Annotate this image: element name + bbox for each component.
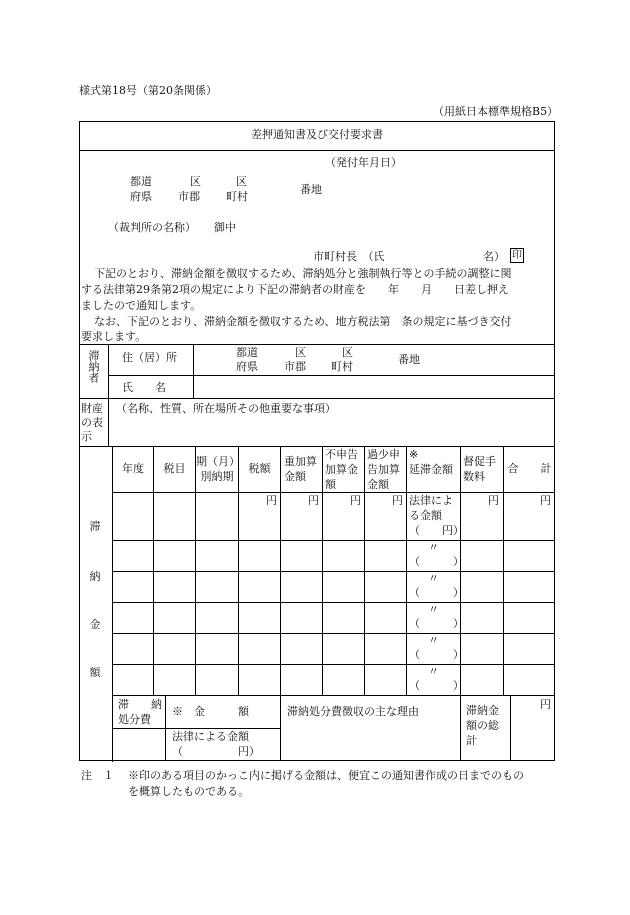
paren-blank: （ ） — [409, 648, 464, 661]
col-goukei: 合 計 — [507, 462, 552, 475]
mayor-label: 市町村長 （氏 — [313, 250, 385, 263]
total-label-1: 滞納金 — [466, 704, 499, 717]
col-entaikin: 延滞金額 — [409, 463, 453, 476]
addr-banchi: 番地 — [300, 183, 322, 196]
ditto-mark: 〃 — [428, 665, 439, 678]
divider — [460, 695, 461, 761]
divider — [112, 571, 555, 572]
arrears-label-4: 額 — [89, 666, 101, 679]
paren-blank: （ ） — [409, 555, 464, 568]
col-jukasan: 重加算 — [284, 455, 317, 468]
yen-goukei: 円 — [540, 494, 551, 507]
col-fushinkoku2: 加算金 — [325, 463, 358, 476]
addr-shigun: 市郡 — [178, 190, 200, 203]
col-zeigaku: 税額 — [248, 462, 271, 475]
col-kome: ※ — [409, 448, 419, 461]
collection-reason: 滞納処分費徴収の主な理由 — [287, 705, 419, 718]
col-jukasan2: 金額 — [284, 470, 306, 483]
divider — [79, 150, 555, 151]
divider — [112, 695, 555, 696]
divider — [108, 375, 555, 376]
taino-sha-label: 滞納者 — [87, 350, 100, 383]
col-tokusoku: 督促手 — [463, 455, 496, 468]
ditto-mark: 〃 — [428, 572, 439, 585]
addr-todo: 都道 — [130, 175, 152, 188]
yen-fushinkoku: 円 — [350, 494, 361, 507]
addr2-ku2: 区 — [342, 346, 353, 359]
property-note: （名称、性質、所在場所その他重要な事項） — [116, 402, 336, 415]
divider — [510, 695, 511, 761]
divider — [112, 540, 555, 541]
paren-blank: （ ） — [409, 617, 464, 630]
shobunhi-label-1: 滞 納 — [118, 698, 162, 711]
addr2-banchi: 番地 — [398, 353, 420, 366]
notice-form — [79, 121, 555, 761]
paper-size: （用紙日本標準規格B5） — [433, 105, 559, 118]
address-label: 住（居）所 — [122, 351, 177, 364]
divider — [79, 398, 555, 399]
addr2-fuken: 府県 — [236, 360, 258, 373]
col-kigetsu: 期（月） — [196, 455, 240, 468]
addr-fuken: 府県 — [130, 190, 152, 203]
col-kasho: 過少申 — [367, 448, 400, 461]
ditto-mark: 〃 — [428, 603, 439, 616]
col-kasho2: 告加算 — [367, 463, 400, 476]
paren-blank: （ ） — [409, 679, 464, 692]
arrears-label-2: 納 — [89, 570, 101, 583]
divider — [112, 633, 555, 634]
divider — [280, 695, 281, 761]
total-label-2: 額の総 — [466, 719, 499, 732]
para2-line1: なお、下記のとおり、滞納金額を徴収するため、地方税法第 条の規定に基づき交付 — [94, 315, 512, 328]
col-tokusoku2: 数料 — [463, 470, 485, 483]
shobunhi-label-2: 処分費 — [118, 713, 151, 726]
addr2-chouson: 町村 — [331, 360, 353, 373]
addr-chouson: 町村 — [226, 190, 248, 203]
legal-amount-bottom-2: （ 円） — [172, 745, 260, 758]
para1-line1: 下記のとおり、滞納金額を徴収するため、滞納処分と強制執行等との手続の調整に関 — [94, 267, 512, 280]
yen-tokusoku: 円 — [488, 494, 499, 507]
note-text-2: を概算したものである。 — [128, 785, 249, 798]
legal-amount-bottom-1: 法律による金額 — [172, 730, 249, 743]
col-fushinkoku3: 額 — [325, 478, 336, 491]
court-name: （裁判所の名称） — [108, 221, 196, 234]
mayor-name-end: 名） — [483, 250, 505, 263]
divider — [193, 344, 194, 398]
divider — [79, 446, 555, 447]
col-nendo: 年度 — [122, 462, 144, 475]
kome-amount: ※ 金 額 — [172, 705, 249, 718]
divider — [112, 492, 555, 493]
addr-ku: 区 — [190, 175, 201, 188]
arrears-label-1: 滞 — [89, 520, 101, 533]
divider — [112, 602, 555, 603]
addr-ku2: 区 — [236, 175, 247, 188]
col-zeimoku: 税目 — [163, 462, 186, 475]
yen-jukasan: 円 — [308, 494, 319, 507]
form-number: 様式第18号（第20条関係） — [79, 84, 217, 97]
col-kasho3: 金額 — [367, 478, 389, 491]
yen-kasho: 円 — [392, 494, 403, 507]
divider — [79, 344, 555, 345]
legal-amount-1: 法律によ — [409, 494, 453, 507]
total-label-3: 計 — [466, 734, 477, 747]
name-label: 氏 名 — [122, 381, 166, 394]
para2-line2: 要求します。 — [81, 330, 147, 343]
divider — [112, 728, 280, 729]
legal-amount-2: る金額 — [409, 509, 442, 522]
issue-date: （発付年月日） — [325, 156, 402, 169]
yen-zeigaku: 円 — [266, 494, 277, 507]
note-text-1: ※印のある項目のかっこ内に掲げる金額は、便宜この通知書作成の日までのもの — [128, 769, 524, 782]
form-title: 差押通知書及び交付要求書 — [251, 128, 383, 141]
seal-mark — [510, 248, 524, 263]
seal-icon: 印 — [512, 250, 522, 261]
col-fushinkoku: 不申告 — [325, 448, 358, 461]
para1-line2: する法律第29条第2項の規定により下記の滞納者の財産を 年 月 日差し押え — [81, 283, 509, 296]
ditto-mark: 〃 — [428, 634, 439, 647]
para1-line3: ましたので通知します。 — [81, 299, 202, 312]
divider — [112, 664, 555, 665]
yen-total: 円 — [540, 698, 551, 711]
note-label: 注 １ — [81, 769, 114, 782]
property-label: 財産の表示 — [81, 402, 103, 443]
divider — [112, 446, 113, 762]
ditto-mark: 〃 — [428, 541, 439, 554]
addr2-ku: 区 — [295, 346, 306, 359]
addr2-todo: 都道 — [236, 346, 258, 359]
onchu: 御中 — [214, 221, 236, 234]
addr2-shigun: 市郡 — [284, 360, 306, 373]
col-betsu: 別納期 — [200, 470, 234, 483]
paren-blank: （ ） — [409, 586, 464, 599]
legal-amount-3: （ 円） — [409, 524, 464, 537]
arrears-label-3: 金 — [89, 618, 101, 631]
